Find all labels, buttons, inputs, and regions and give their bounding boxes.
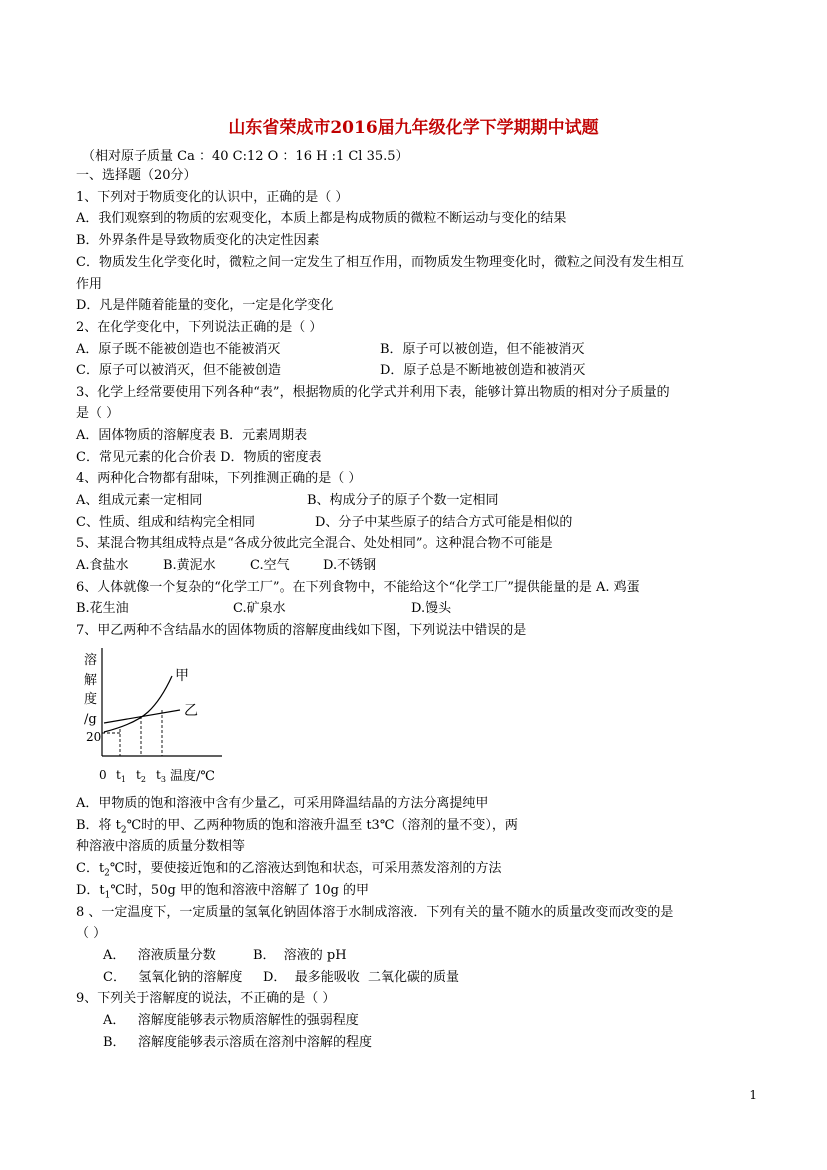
q9-stem: 9、下列关于溶解度的说法，不正确的是（ ） [76, 991, 336, 1006]
q1-stem: 1、下列对于物质变化的认识中，正确的是（ ） [76, 190, 349, 205]
y-axis-label-3: 度 [84, 692, 98, 707]
q7-option-c: C．$t_2℃$时，要使接近饱和的乙溶液达到饱和状态，可采用蒸发溶剂的方法 [76, 861, 502, 879]
q2-option-c: C．原子可以被消灭，但不能被创造 [76, 363, 281, 378]
q4-option-a: A、组成元素一定相同 [76, 493, 203, 508]
q2-option-a: A．原子既不能被创造也不能被消灭 [76, 342, 281, 357]
q7-option-d: D．$t_1℃$时，50g 甲的饱和溶液中溶解了 10g 的甲 [76, 883, 370, 901]
section-heading: 一、选择题（20分） [76, 168, 197, 183]
q7-option-b: B．将 $t_2℃$时的甲、乙两种物质的饱和溶液升温至 t3℃（溶剂的量不变），两 [76, 818, 518, 836]
q1-option-c-cont: 作用 [76, 277, 103, 292]
q3-options-ab: A．固体物质的溶解度表 B．元素周期表 [76, 428, 308, 443]
curve-jia [104, 676, 172, 732]
q5-option-b: B.黄泥水 [163, 558, 216, 573]
q6-option-b: B.花生油 [76, 601, 129, 616]
x-axis-label: 温度/℃ [170, 769, 215, 784]
q4-option-d: D、分子中某些原子的结合方式可能是相似的 [315, 515, 573, 530]
q6-stem: 6、人体就像一个复杂的“化学工厂”。在下列食物中，不能给这个“化学工厂”提供能量的是 A. 鸡蛋 [76, 580, 640, 595]
curve-label-jia: 甲 [175, 668, 189, 684]
x-tick-t2: $t_2$ [136, 768, 146, 784]
curve-yi [104, 710, 180, 723]
q8-options-cd: C． 氢氧化钠的溶解度 D． 最多能吸收 二氧化碳的质量 [103, 970, 459, 985]
q8-stem-cont: （ ） [76, 926, 107, 941]
q7-option-a: A．甲物质的饱和溶液中含有少量乙，可采用降温结晶的方法分离提纯甲 [76, 796, 489, 811]
q2-option-d: D．原子总是不断地被创造和被消灭 [380, 363, 586, 378]
page-title: 山东省荣成市2016届九年级化学下学期期中试题 [228, 118, 599, 138]
q9-option-a: A． 溶解度能够表示物质溶解性的强弱程度 [103, 1013, 359, 1028]
q9-option-b: B． 溶解度能够表示溶质在溶剂中溶解的程度 [103, 1035, 372, 1050]
y-axis-label-2: 解 [84, 673, 98, 688]
x-origin: 0 [99, 768, 107, 782]
q8-stem: 8 、一定温度下，一定质量的氢氧化钠固体溶于水制成溶液．下列有关的量不随水的质量改变而改变的是 [76, 905, 674, 920]
solubility-graph [80, 644, 230, 789]
y-axis-label-4: /g [84, 712, 97, 727]
q5-option-d: D.不锈钢 [323, 558, 377, 573]
q1-option-c: C．物质发生化学变化时，微粒之间一定发生了相互作用，而物质发生物理变化时，微粒之间没有发生相互 [76, 255, 684, 270]
q1-option-d: D．凡是伴随着能量的变化，一定是化学变化 [76, 298, 334, 313]
page-number: 1 [749, 1088, 757, 1102]
atomic-masses: （相对原子质量 Ca ：40 C:12 O ：16 H :1 Cl 35.5） [82, 149, 409, 164]
x-tick-t3: $t_3$ [156, 768, 166, 784]
q2-option-b: B．原子可以被创造，但不能被消灭 [380, 342, 585, 357]
q3-stem: 3、化学上经常要使用下列各种“表”，根据物质的化学式并利用下表，能够计算出物质的相对分子质量的 [76, 385, 670, 400]
q5-stem: 5、某混合物其组成特点是“各成分彼此完全混合、处处相同”。这种混合物不可能是 [76, 536, 553, 551]
q7-option-b-cont: 种溶液中溶质的质量分数相等 [76, 839, 246, 854]
q3-stem-cont: 是（ ） [76, 406, 120, 421]
y-tick-20: 20 [86, 730, 102, 744]
q7-stem: 7、甲乙两种不含结晶水的固体物质的溶解度曲线如下图，下列说法中错误的是 [76, 623, 527, 638]
q5-option-c: C.空气 [250, 558, 290, 573]
q3-options-cd: C．常见元素的化合价表 D．物质的密度表 [76, 450, 322, 465]
q1-option-a: A．我们观察到的物质的宏观变化，本质上都是构成物质的微粒不断运动与变化的结果 [76, 211, 567, 226]
q1-option-b: B．外界条件是导致物质变化的决定性因素 [76, 233, 320, 248]
q4-stem: 4、两种化合物都有甜味，下列推测正确的是（ ） [76, 471, 362, 486]
q6-option-d: D.馒头 [411, 601, 452, 616]
q4-option-c: C、性质、组成和结构完全相同 [76, 515, 255, 530]
y-axis-label-1: 溶 [84, 653, 98, 668]
q8-options-ab: A． 溶液质量分数 B． 溶液的 pH [103, 948, 347, 963]
curve-label-yi: 乙 [184, 703, 198, 719]
x-tick-t1: $t_1$ [116, 768, 126, 784]
q5-option-a: A.食盐水 [76, 558, 129, 573]
q6-option-c: C.矿泉水 [233, 601, 286, 616]
q2-stem: 2、在化学变化中，下列说法正确的是（ ） [76, 320, 323, 335]
q4-option-b: B、构成分子的原子个数一定相同 [307, 493, 499, 508]
